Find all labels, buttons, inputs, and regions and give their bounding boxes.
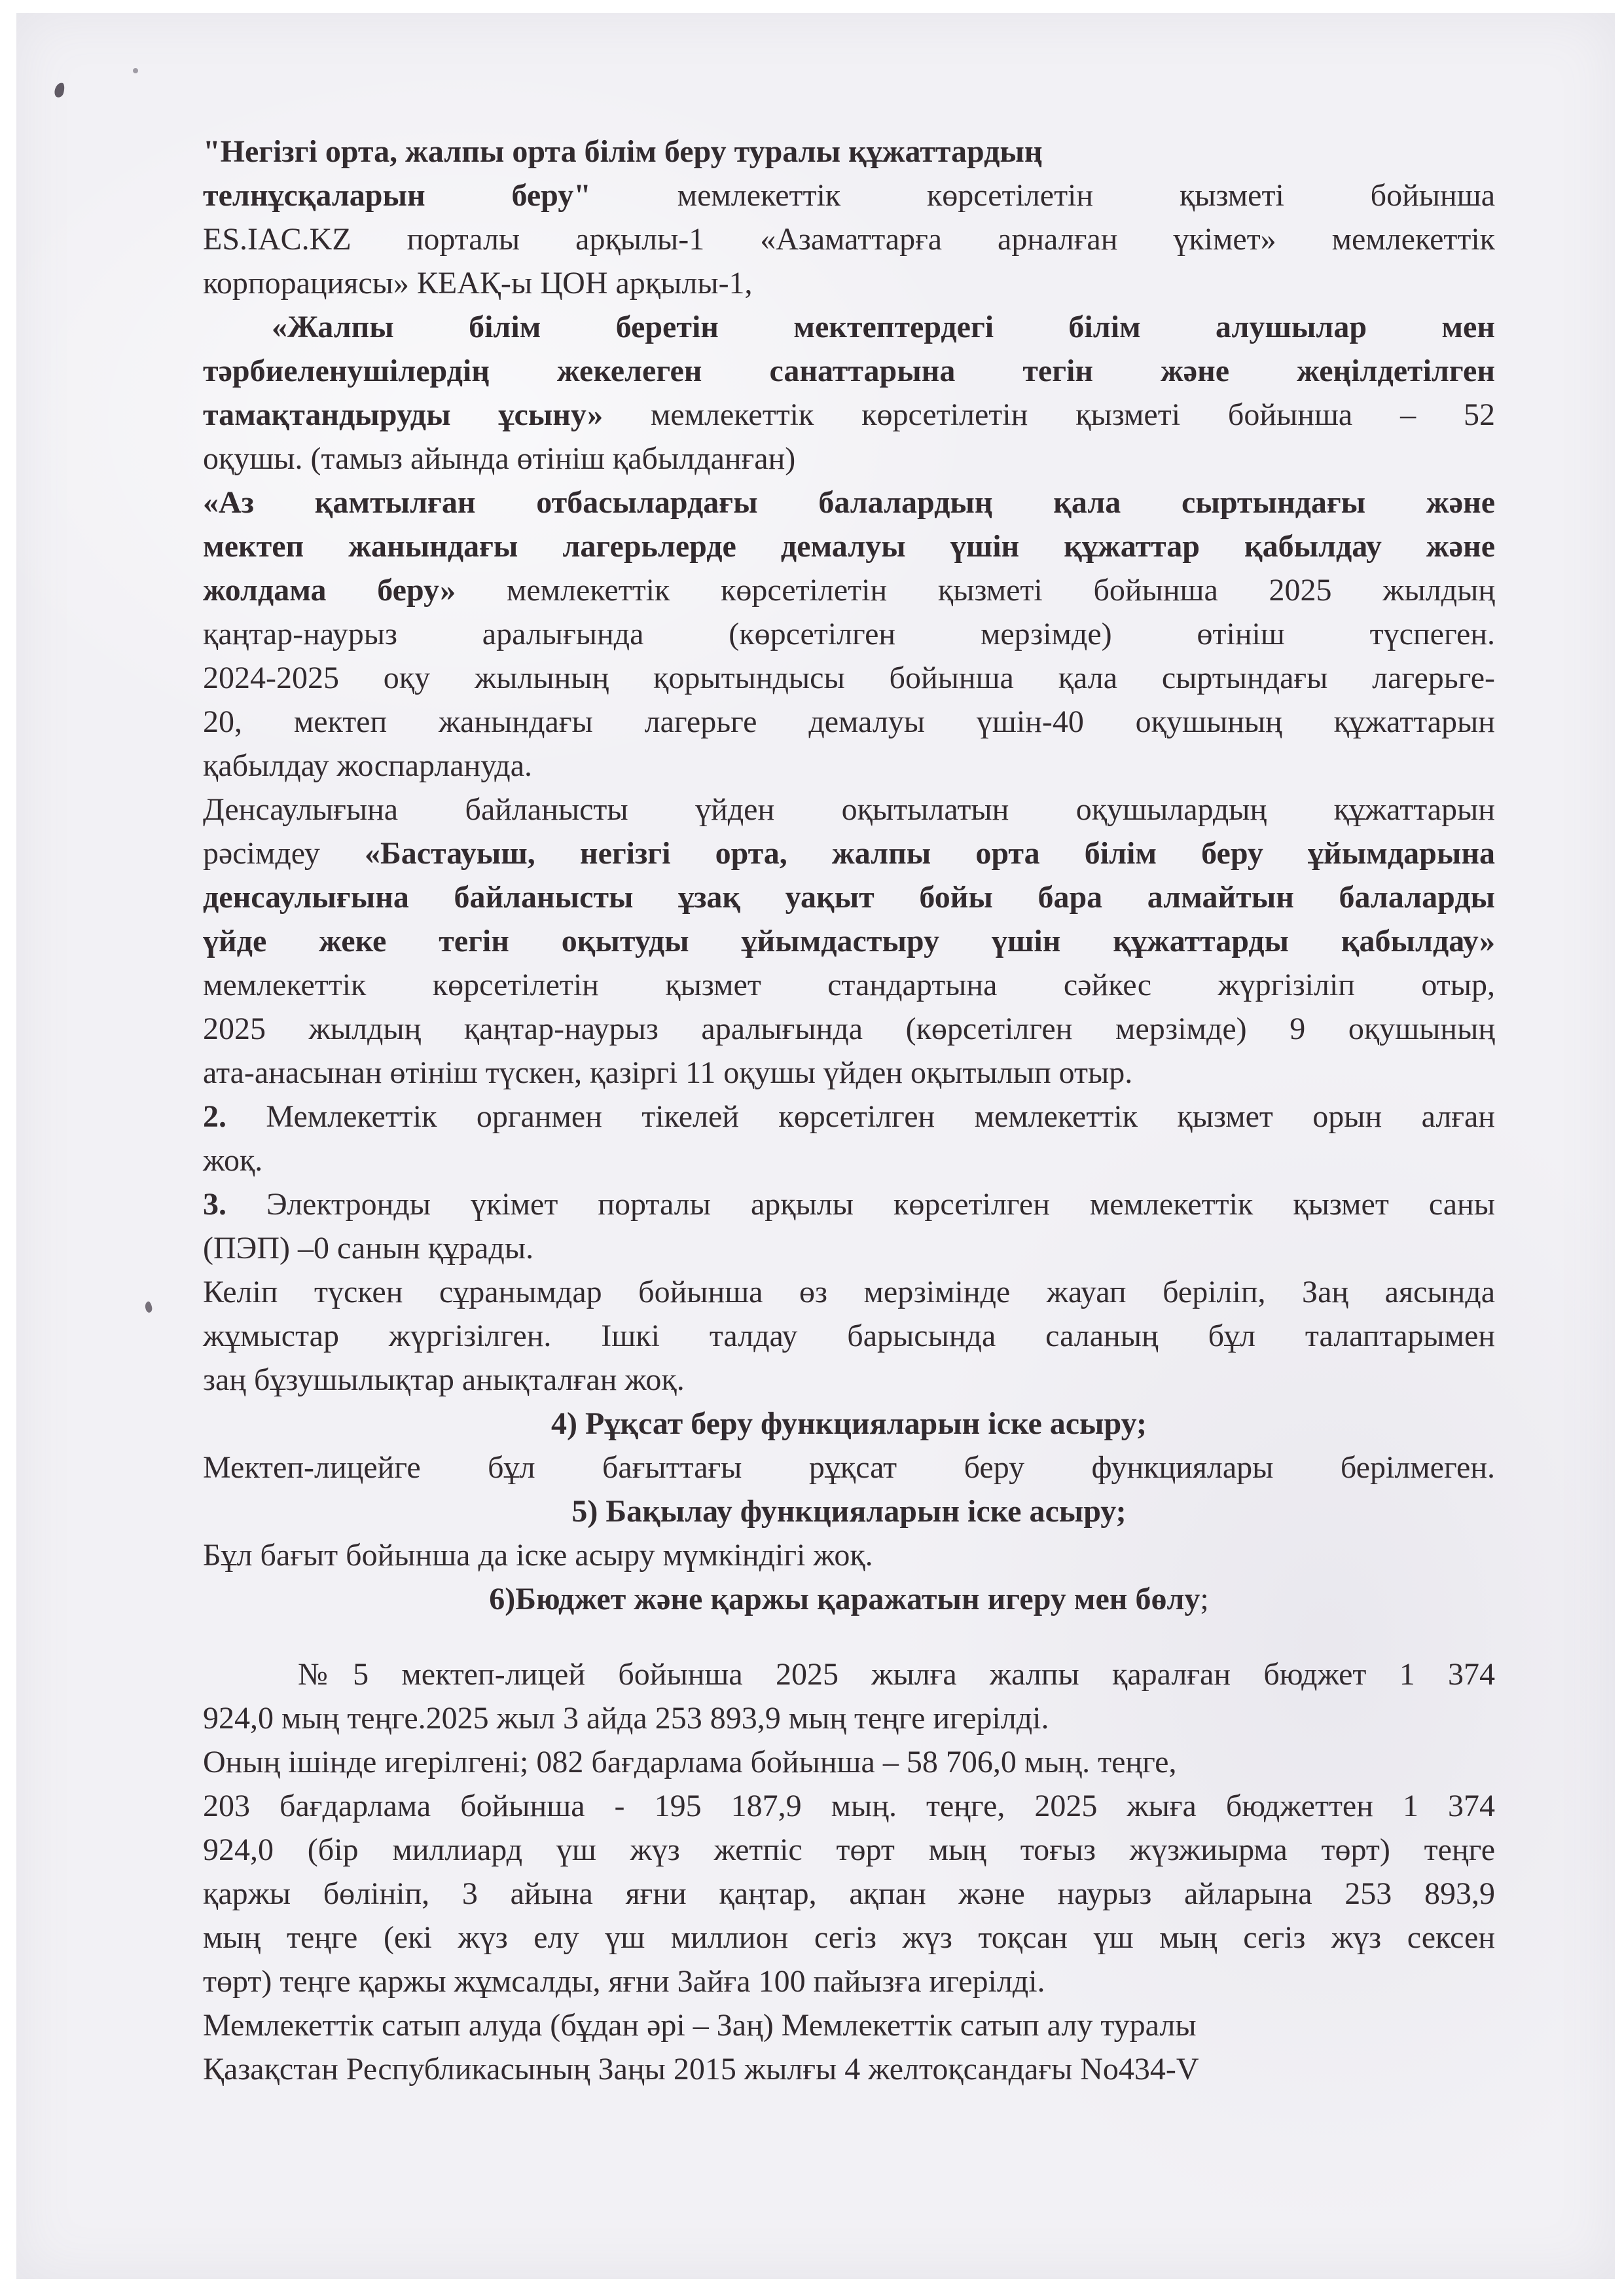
text-run: қаңтар-наурыз аралығында (көрсетілген мерзімде) өтініш түспеген. [203, 617, 1495, 651]
text-run: жоқ. [203, 1143, 263, 1178]
text-line [203, 2003, 1495, 2047]
text-line [203, 1652, 1495, 1696]
text-line [203, 744, 1495, 788]
text-line [203, 919, 1495, 963]
text-run: ; [1200, 1582, 1209, 1616]
text-line [203, 963, 1495, 1007]
text-run: қаржы бөлініп, 3 айына яғни қаңтар, ақпан және наурыз айларына 253 893,9 [203, 1876, 1495, 1911]
text-run: мың теңге (екі жүз елу үш миллион сегіз жүз тоқсан үш мың сегіз жүз сексен [203, 1920, 1495, 1955]
text-line [203, 349, 1495, 393]
bold-text-run: "Негізгі орта, жалпы орта білім беру туралы құжаттардың [203, 134, 1043, 169]
text-run: Денсаулығына байланысты үйден оқытылатын оқушылардың құжаттарын [203, 792, 1495, 827]
text-line [203, 481, 1495, 524]
bold-text-run: «Жалпы білім беретін мектептердегі білім алушылар мен [272, 310, 1495, 344]
text-line [203, 393, 1495, 437]
text-line [203, 524, 1495, 568]
bold-text-run: «Бастауыш, негізгі орта, жалпы орта білім беру ұйымдарына [365, 836, 1495, 871]
bold-text-run: 2. [203, 1099, 226, 1134]
text-run: Электронды үкімет порталы арқылы көрсетілген мемлекеттік қызмет саны [226, 1187, 1495, 1222]
text-run: жұмыстар жүргізілген. Ішкі талдау барысында саланың бұл талаптарымен [203, 1319, 1495, 1353]
text-run: төрт) теңге қаржы жұмсалды, яғни 3айға 100 пайызға игерілді. [203, 1964, 1045, 1999]
text-run: ES.IAC.KZ порталы арқылы-1 «Азаматтарға арналған үкімет» мемлекеттік [203, 222, 1495, 257]
text-line [203, 305, 1495, 349]
text-line [203, 1446, 1495, 1489]
bold-text-run: 4) Рұқсат беру функцияларын іске асыру; [551, 1406, 1147, 1441]
text-run: Мемлекеттік органмен тікелей көрсетілген мемлекеттік қызмет орын алған [226, 1099, 1495, 1134]
text-run: 20, мектеп жанындағы лагерьге демалуы үшін-40 оқушының құжаттарын [203, 704, 1495, 739]
text-line [203, 217, 1495, 261]
text-line [203, 1270, 1495, 1314]
text-run: заң бұзушылықтар анықталған жоқ. [203, 1362, 685, 1397]
text-line [203, 612, 1495, 656]
text-run: 924,0 мың теңге.2025 жыл 3 айда 253 893,9 мың теңге игерілді. [203, 1701, 1049, 1736]
document-lines [203, 130, 1495, 2091]
text-line [203, 1959, 1495, 2003]
text-line [203, 1740, 1495, 1784]
bold-text-run: тамақтандыруды ұсыну» [203, 397, 604, 432]
text-line [203, 656, 1495, 700]
text-line [203, 568, 1495, 612]
text-line [203, 788, 1495, 831]
text-line [203, 1314, 1495, 1358]
bold-text-run: жолдама беру» [203, 573, 456, 608]
text-line [203, 1916, 1495, 1959]
text-line [203, 1784, 1495, 1828]
text-line [203, 1182, 1495, 1226]
text-line [203, 1489, 1495, 1533]
text-run: мемлекеттік көрсетілетін қызметі бойынша – 52 [603, 397, 1496, 432]
text-line [203, 437, 1495, 481]
bold-text-run: мектеп жанындағы лагерьлерде демалуы үшін құжаттар қабылдау және [203, 529, 1495, 564]
scan-speck [133, 68, 138, 73]
text-run: 2024-2025 оқу жылының қорытындысы бойынша қала сыртындағы лагерьге- [203, 661, 1495, 695]
text-run: Бұл бағыт бойынша да іске асыру мүмкіндігі жоқ. [203, 1538, 873, 1573]
bold-text-run: үйде жеке тегін оқытуды ұйымдастыру үшін құжаттарды қабылдау» [203, 924, 1495, 958]
text-line [203, 2047, 1495, 2091]
text-line [203, 1828, 1495, 1872]
text-line [203, 1696, 1495, 1740]
text-line [203, 1051, 1495, 1095]
text-run: рәсімдеу [203, 836, 365, 871]
text-run: Оның ішінде игерілгені; 082 бағдарлама бойынша – 58 706,0 мың. теңге, [203, 1745, 1177, 1779]
text-run: Мектеп-лицейге бұл бағыттағы рұқсат беру функциялары берілмеген. [203, 1450, 1495, 1485]
text-line [203, 1007, 1495, 1051]
text-line [203, 1872, 1495, 1916]
text-run: Мемлекеттік сатып алуда (бұдан әрі – Заң) Мемлекеттік сатып алу туралы [203, 2008, 1197, 2043]
text-run: қабылдау жоспарлануда. [203, 748, 533, 783]
bold-text-run: «Аз қамтылған отбасылардағы балалардың қала сыртындағы және [203, 485, 1495, 520]
text-run: корпорациясы» КЕАҚ-ы ЦОН арқылы-1, [203, 266, 753, 301]
bold-text-run: тәрбиеленушілердің жекелеген санаттарына тегін және жеңілдетілген [203, 354, 1495, 388]
text-line [203, 1358, 1495, 1402]
text-line [203, 1577, 1495, 1621]
text-line [203, 1139, 1495, 1182]
text-run: мемлекеттік көрсетілетін қызметі бойынша [590, 178, 1495, 213]
text-run: №5 мектеп-лицей бойынша 2025 жылға жалпы қаралған бюджет 1 374 [298, 1657, 1495, 1692]
text-run: Қазақстан Республикасының Заңы 2015 жылғы 4 желтоқсандағы No434-V [203, 2052, 1199, 2086]
text-line [203, 1095, 1495, 1139]
text-line [203, 1402, 1495, 1446]
text-run: мемлекеттік көрсетілетін қызмет стандартына сәйкес жүргізіліп отыр, [203, 968, 1495, 1002]
text-run: ата-анасынан өтініш түскен, қазіргі 11 оқушы үйден оқытылып отыр. [203, 1055, 1133, 1090]
text-line [203, 261, 1495, 305]
text-run: Келіп түскен сұранымдар бойынша өз мерзімінде жауап беріліп, Заң аясында [203, 1275, 1495, 1309]
text-line [203, 700, 1495, 744]
text-run: 924,0 (бір миллиард үш жүз жетпіс төрт мың тоғыз жүзжиырма төрт) теңге [203, 1832, 1495, 1867]
text-line [203, 1533, 1495, 1577]
bold-text-run: 5) Бақылау функцияларын іске асыру; [571, 1494, 1127, 1529]
text-run: (ПЭП) –0 санын құрады. [203, 1231, 534, 1266]
bold-text-run: 3. [203, 1187, 226, 1222]
text-line [203, 130, 1495, 173]
text-run: оқушы. (тамыз айында өтініш қабылданған) [203, 441, 796, 476]
bold-text-run: телнұсқаларын беру" [203, 178, 591, 213]
text-line [203, 875, 1495, 919]
text-run: мемлекеттік көрсетілетін қызметі бойынша 2025 жылдың [456, 573, 1496, 608]
bold-text-run: 6)Бюджет және қаржы қаражатын игеру мен бөлу [489, 1582, 1200, 1616]
text-line [203, 831, 1495, 875]
text-line [203, 173, 1495, 217]
text-line [203, 1226, 1495, 1270]
text-run: 203 бағдарлама бойынша - 195 187,9 мың. теңге, 2025 жыға бюджеттен 1 374 [203, 1789, 1495, 1823]
bold-text-run: денсаулығына байланысты ұзақ уақыт бойы бара алмайтын балаларды [203, 880, 1495, 915]
text-run: 2025 жылдың қаңтар-наурыз аралығында (көрсетілген мерзімде) 9 оқушының [203, 1011, 1495, 1046]
